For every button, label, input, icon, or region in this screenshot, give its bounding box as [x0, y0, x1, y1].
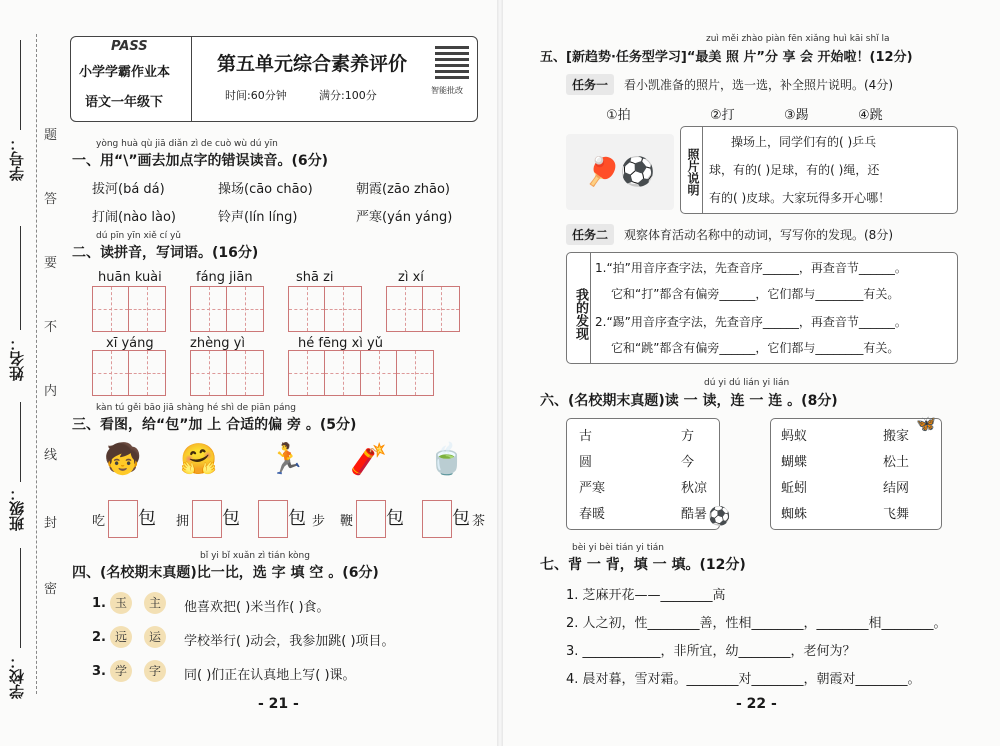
- recite-line: 4. 晨对暮，雪对霜。________对________，朝霞对________。: [566, 672, 921, 687]
- class-line: [20, 402, 21, 482]
- q4-sentence: 学校举行( )动会，我参加跳( )项目。: [184, 634, 395, 649]
- binding-char: 题: [44, 128, 58, 143]
- match-word[interactable]: 蚯蚓: [781, 481, 808, 496]
- header-left-panel: [71, 37, 192, 121]
- q2-pinyin-word: huān kuài: [98, 270, 162, 285]
- radical-box[interactable]: [258, 500, 288, 538]
- discovery-line: 它和“打”都含有偏旁______，它们都与________有关。: [611, 287, 900, 301]
- q1-title: 一、用“\”画去加点字的错误读音。(6分): [72, 153, 329, 169]
- q3-prefix: 鞭: [340, 514, 354, 529]
- task1-label: 任务一: [566, 74, 614, 95]
- recite-line: 1. 芝麻开花——________高: [566, 588, 726, 603]
- match-word[interactable]: 古: [579, 429, 593, 444]
- q1-pinyin: yòng huà qù jiā diǎn zì de cuò wù dú yīn: [96, 139, 278, 149]
- writing-grid[interactable]: [92, 286, 166, 332]
- binding-char: 封: [44, 516, 58, 531]
- bao-char: 包: [386, 508, 404, 529]
- choice-char[interactable]: 远: [110, 626, 132, 648]
- match-box-left: [566, 418, 720, 530]
- task2-label: 任务二: [566, 224, 614, 245]
- q7-title: 七、背 一 背，填 一 填。(12分): [540, 557, 746, 573]
- task1-text: 看小凯准备的照片，选一选，补全照片说明。(4分): [624, 78, 893, 92]
- match-word[interactable]: 蝴蝶: [781, 455, 808, 470]
- radical-box[interactable]: [192, 500, 222, 538]
- q3-prefix: 拥: [176, 514, 190, 529]
- writing-grid[interactable]: [92, 350, 166, 396]
- butterfly-icon: 🦋: [916, 414, 936, 433]
- match-word[interactable]: 严寒: [579, 481, 606, 496]
- writing-grid[interactable]: [190, 350, 264, 396]
- writing-grid[interactable]: [190, 286, 264, 332]
- q2-title: 二、读拼音，写词语。(16分): [72, 245, 259, 261]
- photo-caption-box: [680, 126, 958, 214]
- binding-char: 不: [44, 320, 58, 335]
- radical-box[interactable]: [108, 500, 138, 538]
- q4-num: 1.: [92, 596, 106, 611]
- recite-line: 2. 人之初，性________善，性相________，________相________。: [566, 616, 947, 631]
- q6-title: 六、(名校期末真题)读 一 读，连 一 连 。(8分): [540, 393, 838, 409]
- child-running-illustration: 🏃: [268, 442, 306, 477]
- soccer-ball-icon: ⚽: [708, 506, 731, 527]
- match-word[interactable]: 结网: [883, 481, 910, 496]
- match-box-right: [770, 418, 942, 530]
- q5-pinyin: zuì měi zhào piàn fēn xiǎng huì kāi shǐ la: [706, 34, 890, 44]
- bao-char: 包: [138, 508, 156, 529]
- q3-suffix: 茶: [472, 514, 486, 529]
- choice-char[interactable]: 学: [110, 660, 132, 682]
- header-box: [70, 36, 478, 122]
- full-score: 满分:100分: [319, 89, 377, 102]
- series-name: 小学学霸作业本: [79, 65, 171, 80]
- children-hugging-illustration: 🤗: [180, 442, 218, 477]
- label-name: 姓名：: [8, 336, 26, 381]
- photo-caption-line: 球，有的( )足球，有的( )绳，还: [709, 163, 880, 177]
- name-line: [20, 226, 21, 330]
- page-number-right: - 22 -: [736, 696, 777, 712]
- q2-pinyin-word: fáng jiān: [196, 270, 253, 285]
- q1-item: 铃声(lín líng): [218, 210, 298, 225]
- label-class: 班级：: [8, 486, 26, 531]
- choice-char[interactable]: 主: [144, 592, 166, 614]
- choice-char[interactable]: 字: [144, 660, 166, 682]
- q2-pinyin: dú pīn yīn xiě cí yǔ: [96, 231, 182, 241]
- q4-sentence: 同( )们正在认真地上写( )课。: [184, 668, 356, 683]
- photo-caption-line: 有的( )皮球。大家玩得多开心哪！: [709, 191, 891, 205]
- binding-char: 内: [44, 384, 58, 399]
- child-tea-illustration: 🍵: [428, 442, 466, 477]
- q4-pinyin: bǐ yi bǐ xuǎn zì tián kòng: [200, 551, 310, 561]
- qr-caption: 智能批改: [431, 86, 463, 95]
- discovery-line: 2.“踢”用音序查字法，先查音序______，再查音节______。: [595, 315, 907, 329]
- q1-item: 朝霞(zāo zhāo): [356, 182, 451, 197]
- child-eating-illustration: 🧒: [104, 442, 142, 477]
- qr-code-icon: [435, 45, 469, 79]
- choice-char[interactable]: 玉: [110, 592, 132, 614]
- recite-line: 3. ____________，非所宜，幼________，老何为？: [566, 644, 856, 659]
- discovery-label: 我的发现: [567, 253, 591, 363]
- q2-pinyin-word: xī yáng: [106, 336, 154, 351]
- option[interactable]: ③踢: [784, 108, 809, 123]
- q3-suffix: 步: [312, 514, 326, 529]
- q2-pinyin-word: zì xí: [398, 270, 424, 285]
- q4-num: 2.: [92, 630, 106, 645]
- pass-logo: PASS: [111, 39, 148, 54]
- match-word[interactable]: 圆: [579, 455, 593, 470]
- page-title: 第五单元综合素养评价: [217, 53, 408, 75]
- q2-pinyin-word: shā zi: [296, 270, 334, 285]
- q1-item: 打闹(nào lào): [92, 210, 176, 225]
- discovery-line: 1.“拍”用音序查字法，先查音序______，再查音节______。: [595, 261, 907, 275]
- playground-illustration: 🏓⚽: [566, 134, 674, 210]
- page-fold: [497, 0, 503, 746]
- photo-caption-line: 操场上，同学们有的( )乒乓: [731, 135, 877, 149]
- match-word[interactable]: 飞舞: [883, 507, 910, 522]
- q3-title: 三、看图，给“包”加 上 合适的偏 旁 。(5分): [72, 417, 357, 433]
- binding-char: 密: [44, 582, 58, 597]
- q7-pinyin: bèi yi bèi tián yi tián: [572, 543, 664, 553]
- match-word[interactable]: 秋凉: [681, 481, 708, 496]
- discovery-line: 它和“跳”都含有偏旁______，它们都与________有关。: [611, 341, 900, 355]
- writing-grid[interactable]: [288, 350, 434, 396]
- q2-pinyin-word: zhèng yì: [190, 336, 245, 351]
- label-school: 学校：: [8, 654, 26, 699]
- q4-sentence: 他喜欢把( )米当作( )食。: [184, 600, 330, 615]
- match-word[interactable]: 搬家: [883, 429, 910, 444]
- writing-grid[interactable]: [386, 286, 460, 332]
- match-word[interactable]: 春暖: [579, 507, 606, 522]
- radical-box[interactable]: [422, 500, 452, 538]
- binding-char: 答: [44, 192, 58, 207]
- bao-char: 包: [222, 508, 240, 529]
- time-limit: 时间:60分钟: [225, 89, 287, 102]
- binding-dashed-line: [36, 34, 37, 694]
- option[interactable]: ④跳: [858, 108, 883, 123]
- q3-pinyin: kàn tú gěi bāo jiā shàng hé shì de piān páng: [96, 403, 296, 413]
- match-word[interactable]: 蚂蚁: [781, 429, 808, 444]
- grade-label: 语文一年级下: [85, 95, 164, 110]
- bao-char: 包: [452, 508, 470, 529]
- option[interactable]: ②打: [710, 108, 735, 123]
- binding-char: 要: [44, 256, 58, 271]
- choice-char[interactable]: 运: [144, 626, 166, 648]
- q1-item: 严寒(yán yáng): [356, 210, 453, 225]
- q1-item: 拔河(bá dá): [92, 182, 165, 197]
- q6-pinyin: dú yi dú lián yi lián: [704, 378, 790, 388]
- photo-caption-label: 照片说明: [681, 127, 703, 213]
- q2-pinyin-word: hé fēng xì yǔ: [298, 336, 383, 351]
- q5-title: 五、[新趋势·任务型学习]“最美 照 片”分 享 会 开始啦！(12分): [540, 50, 913, 65]
- match-word[interactable]: 今: [681, 455, 695, 470]
- q3-prefix: 吃: [92, 514, 106, 529]
- firecracker-illustration: 🧨: [350, 442, 388, 477]
- binding-char: 线: [44, 448, 58, 463]
- school-line: [20, 548, 21, 648]
- label-student-id: 学号：: [8, 136, 26, 181]
- radical-box[interactable]: [356, 500, 386, 538]
- match-word[interactable]: 松土: [883, 455, 910, 470]
- option[interactable]: ①拍: [606, 108, 631, 123]
- q4-num: 3.: [92, 664, 106, 679]
- match-word[interactable]: 酷暑: [681, 507, 708, 522]
- q4-title: 四、(名校期末真题)比一比，选 字 填 空 。(6分): [72, 565, 379, 581]
- writing-grid[interactable]: [288, 286, 362, 332]
- match-word[interactable]: 方: [681, 429, 695, 444]
- page-number-left: - 21 -: [258, 696, 299, 712]
- match-word[interactable]: 蜘蛛: [781, 507, 808, 522]
- discovery-box: [566, 252, 958, 364]
- q1-item: 操场(cāo chāo): [218, 182, 313, 197]
- bao-char: 包: [288, 508, 306, 529]
- task2-text: 观察体育活动名称中的动词，写写你的发现。(8分): [624, 228, 893, 242]
- student-id-line: [20, 40, 21, 130]
